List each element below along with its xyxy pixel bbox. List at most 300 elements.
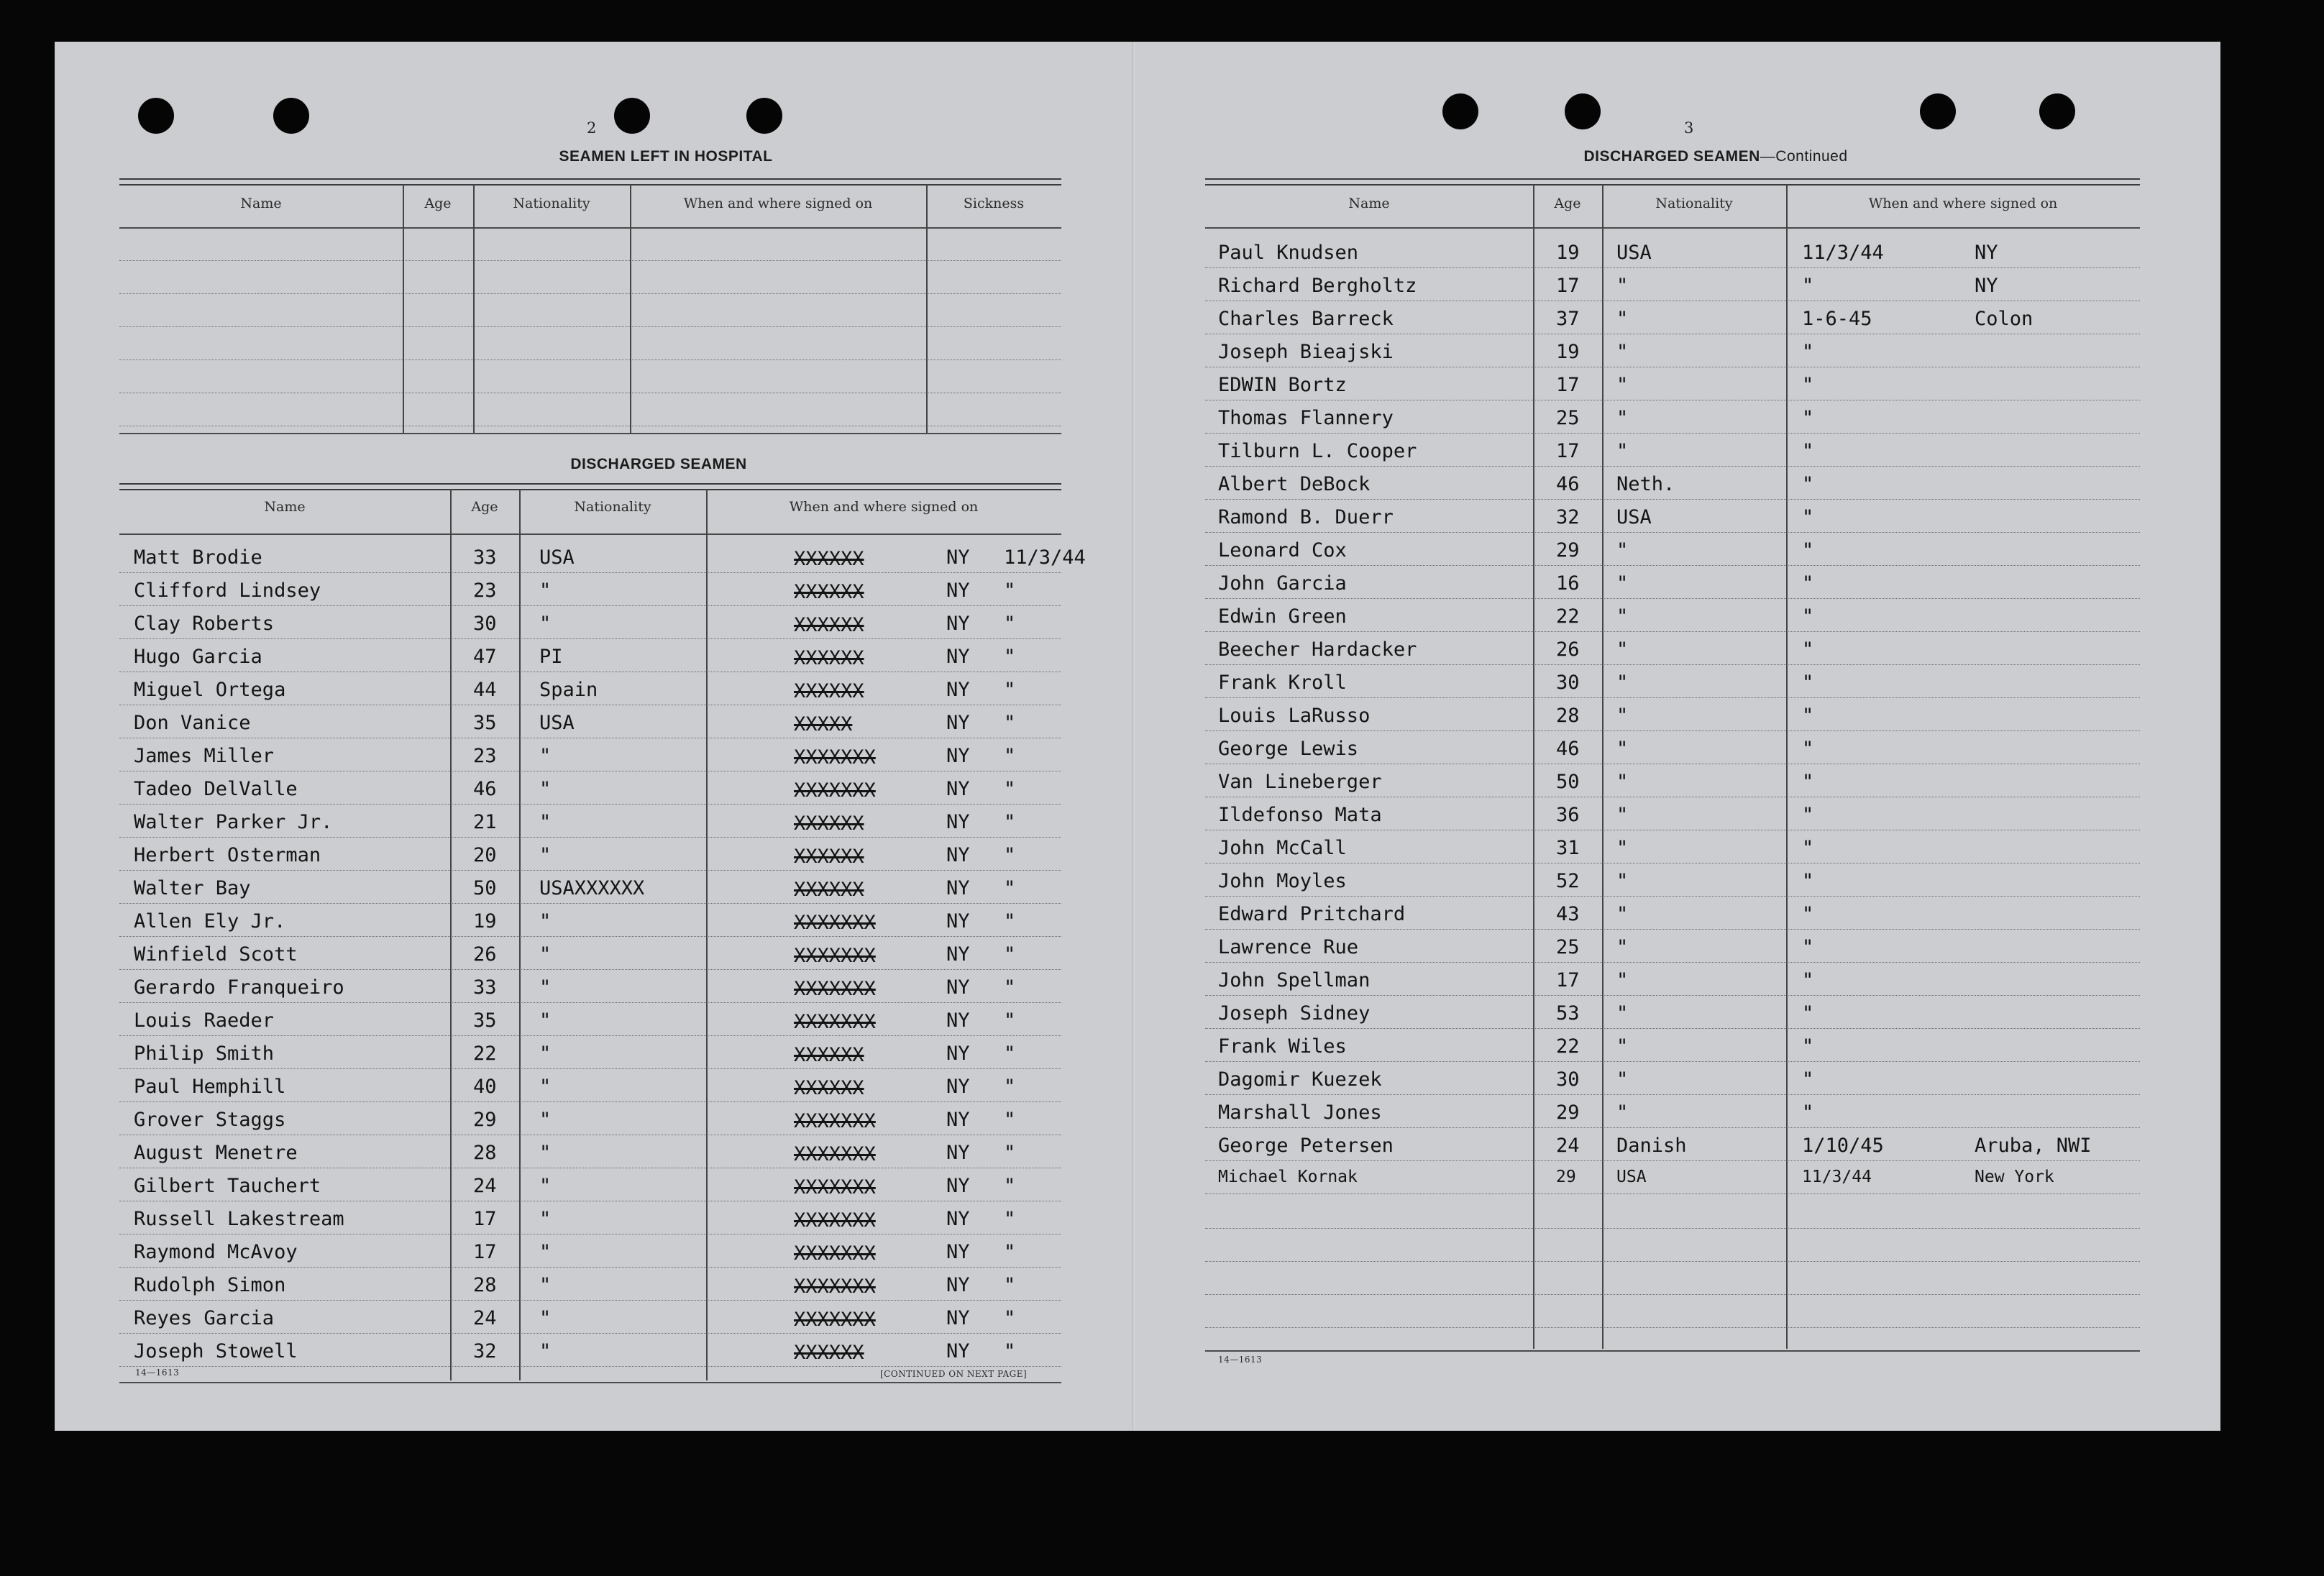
seaman-age: 29 [1556, 539, 1580, 562]
seaman-name: Thomas Flannery [1218, 407, 1394, 429]
col-header-signed-on: When and where signed on [789, 499, 979, 515]
seaman-name: John Spellman [1218, 969, 1371, 991]
signed-on-date: " [1802, 738, 1814, 760]
seaman-nationality: " [1616, 936, 1629, 958]
continued-note: [CONTINUED ON NEXT PAGE] [880, 1369, 1028, 1379]
discharged-section-title: DISCHARGED SEAMEN [570, 456, 747, 472]
table-row [1205, 633, 2140, 666]
signed-on-place: NY [946, 976, 970, 999]
signed-on-place: NY [946, 1043, 970, 1065]
seaman-name: Gerardo Franqueiro [134, 976, 344, 999]
seaman-age: 29 [1556, 1101, 1580, 1124]
table-row [1205, 666, 2140, 699]
signed-on-place: NY [946, 1208, 970, 1230]
signed-on-date: XXXXXXX [794, 1110, 876, 1132]
seaman-nationality: " [1616, 1035, 1629, 1058]
seaman-age: 35 [473, 712, 497, 734]
signed-on-date: XXXXXX [794, 1077, 864, 1099]
signed-on-date: 1/10/45 [1802, 1135, 1884, 1157]
seaman-nationality: " [1616, 440, 1629, 462]
seaman-age: 46 [473, 778, 497, 800]
table-row [119, 1268, 1061, 1301]
seaman-age: 47 [473, 646, 497, 668]
table-row [119, 1136, 1061, 1169]
signed-on-date: XXXXXXX [794, 912, 876, 934]
seaman-name: Herbert Osterman [134, 844, 321, 866]
seaman-nationality: " [539, 745, 552, 767]
seaman-age: 50 [473, 877, 497, 899]
table-row [119, 938, 1061, 971]
seaman-nationality: " [539, 1340, 552, 1362]
table-row [1205, 567, 2140, 600]
seaman-nationality: " [1616, 572, 1629, 595]
seaman-nationality: USA [539, 712, 575, 734]
table-row [1205, 930, 2140, 963]
seaman-name: Van Lineberger [1218, 771, 1382, 793]
punch-hole [746, 98, 782, 134]
col-header-name: Name [1348, 196, 1390, 211]
seaman-age: 52 [1556, 870, 1580, 892]
signed-on-date: " [1802, 440, 1814, 462]
col-header-signed-on: When and where signed on [683, 196, 873, 211]
seaman-age: 19 [1556, 242, 1580, 264]
seaman-age: 32 [1556, 506, 1580, 528]
seaman-nationality: " [1616, 837, 1629, 859]
signed-on-date: XXXXXXX [794, 1242, 876, 1265]
seaman-age: 22 [1556, 1035, 1580, 1058]
signed-on-place: NY [946, 1109, 970, 1131]
signed-on-date: XXXXXX [794, 1342, 864, 1364]
seaman-age: 28 [1556, 705, 1580, 727]
signed-on-place: NY [946, 712, 970, 734]
signed-on-place: NY [946, 1009, 970, 1032]
seaman-name: Winfield Scott [134, 943, 298, 966]
seaman-nationality: " [539, 1142, 552, 1164]
seaman-nationality: USA [1616, 1168, 1647, 1186]
seaman-name: Paul Hemphill [134, 1076, 286, 1098]
seaman-name: Walter Parker Jr. [134, 811, 333, 833]
seaman-name: John Moyles [1218, 870, 1347, 892]
signed-on-place: NY [946, 877, 970, 899]
signed-on-date: XXXXXX [794, 647, 864, 669]
signed-on-date: " [1802, 870, 1814, 892]
signed-on-date: " [1802, 1035, 1814, 1058]
seaman-nationality: Spain [539, 679, 598, 701]
seaman-name: Joseph Bieajski [1218, 341, 1394, 363]
signed-on-extra: " [1004, 778, 1016, 800]
signed-on-date: XXXXXXX [794, 1143, 876, 1165]
seaman-nationality: PI [539, 646, 563, 668]
signed-on-extra: " [1004, 1307, 1016, 1329]
signed-on-date: " [1802, 837, 1814, 859]
table-row [119, 640, 1061, 673]
seaman-nationality: " [539, 778, 552, 800]
table-row [119, 574, 1061, 607]
seaman-name: George Lewis [1218, 738, 1359, 760]
table-row [119, 805, 1061, 838]
signed-on-extra: " [1004, 1241, 1016, 1263]
hospital-table [119, 178, 1061, 480]
seaman-name: Ildefonso Mata [1218, 804, 1382, 826]
table-row [1205, 434, 2140, 467]
table-row [1205, 302, 2140, 335]
seaman-age: 24 [473, 1175, 497, 1197]
right-form-number: 14—1613 [1218, 1355, 1263, 1365]
signed-on-extra: " [1004, 1340, 1016, 1362]
seaman-age: 35 [473, 1009, 497, 1032]
signed-on-place: New York [1975, 1168, 2054, 1186]
seaman-nationality: " [539, 1009, 552, 1032]
seaman-name: Ramond B. Duerr [1218, 506, 1394, 528]
seaman-age: 43 [1556, 903, 1580, 925]
seaman-age: 36 [1556, 804, 1580, 826]
seaman-age: 37 [1556, 308, 1580, 330]
seaman-age: 19 [1556, 341, 1580, 363]
signed-on-place: Aruba, NWI [1975, 1135, 2092, 1157]
table-row [1205, 269, 2140, 302]
center-fold [1132, 42, 1135, 1431]
seaman-age: 40 [473, 1076, 497, 1098]
signed-on-date: XXXXXXX [794, 1176, 876, 1199]
signed-on-date: " [1802, 1068, 1814, 1091]
signed-on-date: " [1802, 407, 1814, 429]
seaman-nationality: " [1616, 374, 1629, 396]
seaman-name: Allen Ely Jr. [134, 910, 286, 933]
seaman-nationality: " [1616, 903, 1629, 925]
table-row [119, 1334, 1061, 1367]
seaman-nationality: " [1616, 605, 1629, 628]
signed-on-place: NY [946, 745, 970, 767]
seaman-nationality: " [1616, 539, 1629, 562]
signed-on-extra: " [1004, 910, 1016, 933]
seaman-nationality: " [1616, 969, 1629, 991]
seaman-age: 17 [473, 1208, 497, 1230]
seaman-name: EDWIN Bortz [1218, 374, 1347, 396]
seaman-name: Albert DeBock [1218, 473, 1371, 495]
table-row [119, 1070, 1061, 1103]
seaman-age: 23 [473, 745, 497, 767]
seaman-nationality: " [539, 1076, 552, 1098]
signed-on-place: NY [946, 1274, 970, 1296]
table-row [119, 1037, 1061, 1070]
seaman-name: August Menetre [134, 1142, 298, 1164]
signed-on-extra: " [1004, 1175, 1016, 1197]
seaman-name: Don Vanice [134, 712, 251, 734]
seaman-name: James Miller [134, 745, 275, 767]
table-row [119, 541, 1086, 574]
signed-on-extra: " [1004, 1009, 1016, 1032]
signed-on-date: XXXXXX [794, 680, 864, 702]
table-row [1205, 236, 2140, 269]
left-form-number: 14—1613 [135, 1367, 180, 1378]
signed-on-date: " [1802, 1002, 1814, 1025]
punch-hole [2039, 93, 2075, 129]
seaman-nationality: USA [1616, 506, 1652, 528]
table-row [119, 772, 1061, 805]
table-row [1205, 1063, 2140, 1096]
signed-on-date: XXXXXX [794, 614, 864, 636]
seaman-age: 24 [473, 1307, 497, 1329]
seaman-nationality: " [1616, 804, 1629, 826]
col-header-age: Age [471, 499, 498, 515]
seaman-name: George Petersen [1218, 1135, 1394, 1157]
signed-on-date: " [1802, 638, 1814, 661]
signed-on-extra: " [1004, 613, 1016, 635]
seaman-name: Frank Wiles [1218, 1035, 1347, 1058]
table-row [119, 1169, 1061, 1202]
seaman-name: Beecher Hardacker [1218, 638, 1417, 661]
punch-hole [273, 98, 309, 134]
seaman-age: 24 [1556, 1135, 1580, 1157]
signed-on-date: " [1802, 903, 1814, 925]
signed-on-date: XXXXXXX [794, 1209, 876, 1232]
seaman-name: Reyes Garcia [134, 1307, 275, 1329]
seaman-age: 16 [1556, 572, 1580, 595]
signed-on-extra: " [1004, 1109, 1016, 1131]
table-row [1205, 1030, 2140, 1063]
seaman-name: Joseph Sidney [1218, 1002, 1371, 1025]
table-row [1205, 1096, 2140, 1129]
seaman-nationality: " [539, 1175, 552, 1197]
signed-on-place: NY [946, 646, 970, 668]
seaman-nationality: " [539, 579, 552, 602]
signed-on-place: NY [946, 943, 970, 966]
seaman-name: Frank Kroll [1218, 672, 1347, 694]
signed-on-place: NY [946, 1340, 970, 1362]
seaman-name: Dagomir Kuezek [1218, 1068, 1382, 1091]
seaman-age: 17 [1556, 275, 1580, 297]
punch-hole [614, 98, 650, 134]
table-row [1205, 533, 2140, 567]
seaman-name: John Garcia [1218, 572, 1347, 595]
seaman-nationality: " [539, 1274, 552, 1296]
seaman-nationality: " [539, 910, 552, 933]
table-row [1205, 401, 2140, 434]
punch-hole [1442, 93, 1478, 129]
seaman-age: 33 [473, 976, 497, 999]
col-header-age: Age [1554, 196, 1581, 211]
signed-on-extra: 11/3/44 [1004, 546, 1086, 569]
seaman-nationality: " [539, 1307, 552, 1329]
seaman-name: Clifford Lindsey [134, 579, 321, 602]
signed-on-date: " [1802, 341, 1814, 363]
signed-on-date: XXXXXXX [794, 1275, 876, 1298]
table-row [119, 971, 1061, 1004]
signed-on-place: Colon [1975, 308, 2034, 330]
table-row [1205, 732, 2140, 765]
seaman-nationality: " [1616, 771, 1629, 793]
seaman-nationality: USA [1616, 242, 1652, 264]
seaman-name: Philip Smith [134, 1043, 275, 1065]
signed-on-date: " [1802, 506, 1814, 528]
discharged-table-right [1205, 178, 2140, 1401]
seaman-name: Leonard Cox [1218, 539, 1347, 562]
signed-on-extra: " [1004, 976, 1016, 999]
signed-on-extra: " [1004, 1076, 1016, 1098]
table-row [119, 607, 1061, 640]
signed-on-date: " [1802, 473, 1814, 495]
seaman-name: Edwin Green [1218, 605, 1347, 628]
seaman-name: Joseph Stowell [134, 1340, 298, 1362]
right-page-number: 3 [1684, 119, 1694, 137]
signed-on-date: XXXXXXX [794, 945, 876, 967]
signed-on-date: " [1802, 969, 1814, 991]
col-header-sickness: Sickness [963, 196, 1025, 211]
seaman-name: Tadeo DelValle [134, 778, 298, 800]
table-row [119, 1235, 1061, 1268]
seaman-age: 29 [1556, 1168, 1576, 1186]
seaman-age: 29 [473, 1109, 497, 1131]
seaman-age: 30 [1556, 672, 1580, 694]
signed-on-date: " [1802, 672, 1814, 694]
seaman-nationality: " [539, 943, 552, 966]
seaman-nationality: " [539, 1241, 552, 1263]
seaman-nationality: " [539, 1109, 552, 1131]
seaman-name: Walter Bay [134, 877, 251, 899]
right-title-continued: —Continued [1760, 148, 1848, 165]
table-row [119, 673, 1061, 706]
table-row [1205, 500, 2140, 533]
signed-on-extra: " [1004, 1274, 1016, 1296]
seaman-name: John McCall [1218, 837, 1347, 859]
seaman-age: 46 [1556, 473, 1580, 495]
seaman-nationality: " [539, 811, 552, 833]
signed-on-date: " [1802, 771, 1814, 793]
seaman-nationality: " [539, 844, 552, 866]
seaman-name: Michael Kornak [1218, 1168, 1358, 1186]
signed-on-extra: " [1004, 844, 1016, 866]
signed-on-extra: " [1004, 1043, 1016, 1065]
signed-on-place: NY [946, 1142, 970, 1164]
seaman-name: Louis Raeder [134, 1009, 275, 1032]
seaman-age: 21 [473, 811, 497, 833]
signed-on-place: NY [946, 778, 970, 800]
signed-on-date: XXXXXXX [794, 1011, 876, 1033]
seaman-age: 22 [1556, 605, 1580, 628]
seaman-name: Lawrence Rue [1218, 936, 1359, 958]
empty-row-line [1205, 1327, 2140, 1328]
seaman-nationality: " [539, 1208, 552, 1230]
table-row [119, 1103, 1061, 1136]
punch-hole [1920, 93, 1956, 129]
seaman-age: 32 [473, 1340, 497, 1362]
signed-on-extra: " [1004, 811, 1016, 833]
empty-row-line [1205, 1294, 2140, 1295]
document-sheet [55, 42, 2220, 1431]
table-row [119, 1301, 1061, 1334]
seaman-nationality: " [1616, 738, 1629, 760]
table-row [119, 706, 1061, 739]
table-row [119, 838, 1061, 871]
signed-on-date: " [1802, 374, 1814, 396]
table-row [119, 1004, 1061, 1037]
signed-on-place: NY [946, 546, 970, 569]
signed-on-place: NY [946, 679, 970, 701]
signed-on-place: NY [946, 844, 970, 866]
seaman-name: Russell Lakestream [134, 1208, 344, 1230]
col-header-nationality: Nationality [513, 196, 590, 211]
seaman-nationality: " [539, 1043, 552, 1065]
signed-on-date: XXXXXXX [794, 746, 876, 769]
seaman-name: Tilburn L. Cooper [1218, 440, 1417, 462]
signed-on-place: NY [1975, 275, 1998, 297]
table-row [1205, 335, 2140, 368]
col-header-name: Name [264, 499, 306, 515]
seaman-age: 28 [473, 1142, 497, 1164]
signed-on-date: XXXXXXX [794, 978, 876, 1000]
seaman-nationality: " [1616, 275, 1629, 297]
seaman-age: 17 [1556, 374, 1580, 396]
seaman-nationality: " [1616, 1101, 1629, 1124]
signed-on-place: NY [946, 1076, 970, 1098]
seaman-age: 25 [1556, 407, 1580, 429]
table-row [119, 904, 1061, 938]
signed-on-place: NY [946, 811, 970, 833]
seaman-age: 31 [1556, 837, 1580, 859]
col-header-nationality: Nationality [574, 499, 651, 515]
signed-on-date: 11/3/44 [1802, 1168, 1872, 1186]
signed-on-extra: " [1004, 646, 1016, 668]
signed-on-date: " [1802, 936, 1814, 958]
seaman-name: Louis LaRusso [1218, 705, 1371, 727]
punch-hole [1565, 93, 1601, 129]
empty-row-line [1205, 1228, 2140, 1229]
table-row [1205, 897, 2140, 930]
table-row [119, 1202, 1061, 1235]
seaman-age: 22 [473, 1043, 497, 1065]
seaman-name: Charles Barreck [1218, 308, 1394, 330]
discharged-table-left [119, 483, 1086, 1411]
seaman-name: Gilbert Tauchert [134, 1175, 321, 1197]
signed-on-date: XXXXXX [794, 548, 864, 570]
signed-on-date: XXXXX [794, 713, 853, 736]
signed-on-date: XXXXXX [794, 581, 864, 603]
table-row [1205, 864, 2140, 897]
seaman-age: 30 [473, 613, 497, 635]
signed-on-date: " [1802, 804, 1814, 826]
signed-on-date: " [1802, 705, 1814, 727]
right-section-title [1356, 148, 2075, 165]
seaman-name: Matt Brodie [134, 546, 262, 569]
signed-on-date: XXXXXXX [794, 1309, 876, 1331]
seaman-name: Paul Knudsen [1218, 242, 1359, 264]
punch-hole [138, 98, 174, 134]
seaman-age: 50 [1556, 771, 1580, 793]
seaman-name: Hugo Garcia [134, 646, 262, 668]
signed-on-extra: " [1004, 877, 1016, 899]
table-row [1205, 963, 2140, 997]
col-header-signed-on: When and where signed on [1868, 196, 2058, 211]
signed-on-date: 1-6-45 [1802, 308, 1872, 330]
hospital-section-title: SEAMEN LEFT IN HOSPITAL [559, 148, 773, 165]
right-title-main: DISCHARGED SEAMEN [1583, 148, 1760, 165]
table-row [1205, 997, 2140, 1030]
signed-on-date: XXXXXX [794, 812, 864, 835]
seaman-age: 25 [1556, 936, 1580, 958]
seaman-age: 23 [473, 579, 497, 602]
signed-on-extra: " [1004, 712, 1016, 734]
seaman-age: 44 [473, 679, 497, 701]
seaman-age: 20 [473, 844, 497, 866]
signed-on-extra: " [1004, 943, 1016, 966]
col-header-name: Name [240, 196, 282, 211]
seaman-age: 30 [1556, 1068, 1580, 1091]
left-page-number: 2 [587, 119, 597, 137]
table-row [1205, 368, 2140, 401]
seaman-nationality: Danish [1616, 1135, 1687, 1157]
signed-on-place: NY [946, 1307, 970, 1329]
table-row [1205, 467, 2140, 500]
